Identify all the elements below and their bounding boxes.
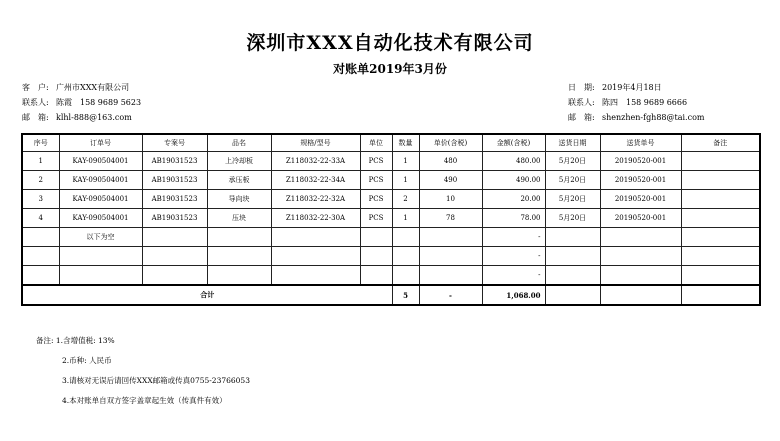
column-header: 序号 [22,134,59,152]
unit-price-cell: 480 [419,152,482,171]
column-header: 金额(含税) [482,134,545,152]
remark-cell [681,171,760,190]
project-no-cell [142,247,207,266]
unit-price-cell [419,228,482,247]
remark-cell [681,209,760,228]
project-no-cell: AB19031523 [142,190,207,209]
order-no-cell: KAY-090504001 [59,152,142,171]
spec-model-cell: Z118032-22-32A [271,190,360,209]
contact-label-left: 联系人: [22,98,49,107]
contact-line-left [22,98,141,108]
delivery-date-cell [545,228,600,247]
unit-cell: PCS [360,152,392,171]
product-name-cell: 承压板 [207,171,271,190]
order-no-cell [59,247,142,266]
unit-price-cell: 10 [419,190,482,209]
remark-cell [681,266,760,286]
contact-value-right: 陈四 158 9689 6666 [602,98,688,107]
quantity-cell [392,247,419,266]
amount-cell: 78.00 [482,209,545,228]
seq-cell [22,228,59,247]
customer-label: 客 户: [22,83,49,92]
delivery-date-cell: 5月20日 [545,171,600,190]
total-quantity: 5 [392,285,419,305]
amount-cell: 480.00 [482,152,545,171]
column-header: 数量 [392,134,419,152]
quantity-cell: 1 [392,152,419,171]
unit-cell [360,266,392,286]
unit-cell [360,228,392,247]
delivery-no-cell: 20190520-001 [600,171,681,190]
product-name-cell [207,228,271,247]
seq-cell: 3 [22,190,59,209]
table-row [22,171,760,190]
quantity-cell: 1 [392,171,419,190]
document-title: 深圳市XXX自动化技术有限公司 [246,32,534,54]
unit-cell: PCS [360,209,392,228]
product-name-cell [207,247,271,266]
column-header: 订单号 [59,134,142,152]
remark-cell [681,247,760,266]
order-no-cell: 以下为空 [59,228,142,247]
table-row [22,228,760,247]
email-line-right [568,113,704,123]
spec-model-cell: Z118032-22-34A [271,171,360,190]
date-label: 日 期: [568,83,595,92]
unit-price-cell: 78 [419,209,482,228]
amount-cell: 490.00 [482,171,545,190]
contact-label-right: 联系人: [568,98,595,107]
unit-cell: PCS [360,190,392,209]
unit-cell [360,247,392,266]
total-blank-cell [681,285,760,305]
total-row [22,285,760,305]
note-4: 4.本对账单自双方签字盖章起生效（传真件有效） [62,396,227,405]
delivery-no-cell: 20190520-001 [600,209,681,228]
total-label: 合计 [22,285,392,305]
total-blank-cell [545,285,600,305]
total-blank-cell [600,285,681,305]
product-name-cell: 导向块 [207,190,271,209]
delivery-date-cell: 5月20日 [545,209,600,228]
email-value-right: shenzhen-fgh88@tai.com [602,113,705,122]
unit-price-cell: 490 [419,171,482,190]
project-no-cell: AB19031523 [142,152,207,171]
order-no-cell: KAY-090504001 [59,209,142,228]
project-no-cell: AB19031523 [142,209,207,228]
customer-value: 广州市XXX有限公司 [56,83,130,92]
delivery-no-cell [600,247,681,266]
delivery-date-cell [545,266,600,286]
date-line [568,83,662,93]
delivery-date-cell: 5月20日 [545,152,600,171]
table-row [22,266,760,286]
quantity-cell: 2 [392,190,419,209]
unit-price-cell [419,266,482,286]
document-subtitle: 对账单2019年3月份 [333,62,447,76]
email-value-left: klhl-888@163.com [56,113,132,122]
contact-value-left: 陈霞 158 9689 5623 [56,98,142,107]
table-row [22,190,760,209]
note-1: 备注: 1.含增值税: 13% [36,336,115,345]
quantity-cell [392,266,419,286]
column-header: 送货日期 [545,134,600,152]
remark-cell [681,228,760,247]
delivery-date-cell [545,247,600,266]
remark-cell [681,152,760,171]
seq-cell [22,247,59,266]
delivery-no-cell [600,266,681,286]
product-name-cell [207,266,271,286]
amount-cell: - [482,247,545,266]
total-amount: 1,068.00 [482,285,545,305]
order-no-cell: KAY-090504001 [59,190,142,209]
project-no-cell [142,266,207,286]
seq-cell [22,266,59,286]
project-no-cell [142,228,207,247]
unit-price-cell [419,247,482,266]
note-3: 3.请核对无误后请回传XXX邮箱或传真0755-23766053 [62,376,250,385]
quantity-cell [392,228,419,247]
seq-cell: 4 [22,209,59,228]
spec-model-cell [271,266,360,286]
product-name-cell: 压块 [207,209,271,228]
spec-model-cell [271,228,360,247]
table-header-row [22,134,760,152]
delivery-no-cell: 20190520-001 [600,190,681,209]
column-header: 品名 [207,134,271,152]
column-header: 送货单号 [600,134,681,152]
table-row [22,152,760,171]
email-line-left [22,113,132,123]
total-unit-price: - [419,285,482,305]
date-value: 2019年4月18日 [602,83,662,92]
order-no-cell: KAY-090504001 [59,171,142,190]
column-header: 专案号 [142,134,207,152]
project-no-cell: AB19031523 [142,171,207,190]
customer-name-line [22,83,129,93]
spec-model-cell [271,247,360,266]
spec-model-cell: Z118032-22-33A [271,152,360,171]
column-header: 单位 [360,134,392,152]
product-name-cell: 上冷却板 [207,152,271,171]
delivery-no-cell [600,228,681,247]
column-header: 规格/型号 [271,134,360,152]
seq-cell: 2 [22,171,59,190]
amount-cell: 20.00 [482,190,545,209]
quantity-cell: 1 [392,209,419,228]
column-header: 单价(含税) [419,134,482,152]
email-label-left: 邮 箱: [22,113,49,122]
delivery-no-cell: 20190520-001 [600,152,681,171]
delivery-date-cell: 5月20日 [545,190,600,209]
order-no-cell [59,266,142,286]
remark-cell [681,190,760,209]
email-label-right: 邮 箱: [568,113,595,122]
amount-cell: - [482,228,545,247]
statement-table [21,133,761,306]
table-row [22,209,760,228]
note-2: 2.币种: 人民币 [62,356,112,365]
unit-cell: PCS [360,171,392,190]
seq-cell: 1 [22,152,59,171]
column-header: 备注 [681,134,760,152]
table-row [22,247,760,266]
contact-line-right [568,98,687,108]
spec-model-cell: Z118032-22-30A [271,209,360,228]
amount-cell: - [482,266,545,286]
